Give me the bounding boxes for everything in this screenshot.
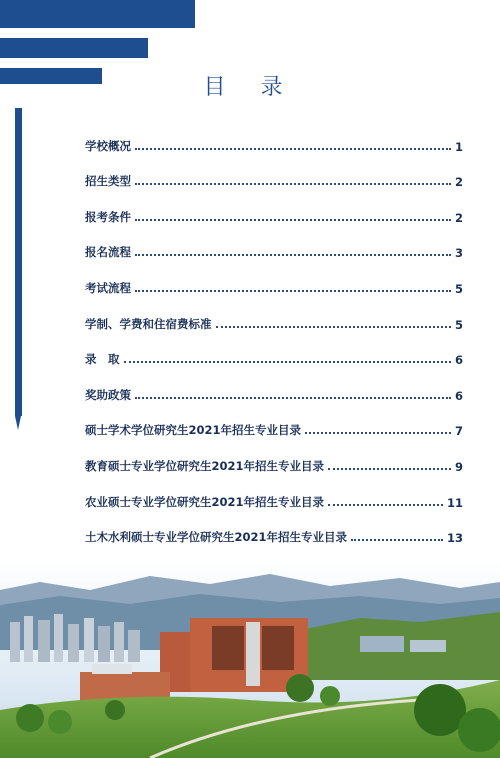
toc-item[interactable] (85, 296, 463, 332)
page-title: 目 录 (203, 75, 297, 100)
toc-item[interactable] (85, 332, 463, 368)
toc-item-page: 5 (454, 317, 463, 332)
toc-item-label: 土木水利硕士专业学位研究生2021年招生专业目录 (85, 530, 348, 545)
toc-item[interactable] (85, 438, 463, 474)
decorative-bar-middle (0, 38, 148, 58)
toc-item-page: 5 (454, 281, 463, 296)
toc-leader-dots (124, 361, 451, 363)
toc-leader-dots (351, 539, 443, 541)
toc-item-page: 13 (446, 531, 463, 546)
toc-item-label: 农业硕士专业学位研究生2021年招生专业目录 (85, 494, 325, 509)
toc-leader-dots (135, 219, 451, 221)
toc-item[interactable] (85, 260, 463, 296)
toc-item-label: 奖助政策 (85, 387, 131, 402)
toc-leader-dots (305, 432, 451, 434)
toc-item[interactable] (85, 225, 463, 261)
toc-item-label: 学制、学费和住宿费标准 (85, 316, 212, 331)
toc-item[interactable] (85, 367, 463, 403)
toc-item-page: 2 (454, 210, 463, 225)
toc-leader-dots (328, 468, 451, 470)
toc-item-label: 教育硕士专业学位研究生2021年招生专业目录 (85, 458, 325, 473)
toc-item-label: 学校概况 (85, 138, 131, 153)
decorative-bar-top (0, 0, 195, 28)
campus-photo-illustration (0, 560, 500, 758)
toc-item[interactable] (85, 510, 463, 546)
toc-item-page: 2 (454, 175, 463, 190)
toc-item[interactable] (85, 474, 463, 510)
toc-leader-dots (135, 290, 451, 292)
toc-leader-dots (328, 504, 443, 506)
toc-item-label: 考试流程 (85, 280, 131, 295)
toc-item-label: 报名流程 (85, 245, 131, 260)
toc-item[interactable] (85, 189, 463, 225)
toc-item-page: 6 (454, 353, 463, 368)
toc-item[interactable] (85, 154, 463, 190)
toc-item-label: 硕士学术学位研究生2021年招生专业目录 (85, 423, 302, 438)
toc-item-label: 报考条件 (85, 209, 131, 224)
toc-item-label: 录 取 (85, 352, 120, 367)
toc-leader-dots (135, 254, 451, 256)
toc-item[interactable] (85, 403, 463, 439)
toc-leader-dots (216, 326, 451, 328)
decorative-vertical-line (15, 108, 22, 416)
toc-item-page: 7 (454, 424, 463, 439)
table-of-contents (85, 118, 463, 581)
toc-item-page: 3 (454, 246, 463, 261)
toc-item-label: 招生类型 (85, 174, 131, 189)
toc-leader-dots (135, 183, 451, 185)
toc-item-page: 9 (454, 459, 463, 474)
toc-item[interactable] (85, 118, 463, 154)
toc-leader-dots (135, 148, 451, 150)
toc-leader-dots (135, 397, 451, 399)
toc-item-page: 1 (454, 139, 463, 154)
toc-item-page: 11 (446, 495, 463, 510)
campus-photo (0, 560, 500, 758)
toc-item-page: 6 (454, 388, 463, 403)
